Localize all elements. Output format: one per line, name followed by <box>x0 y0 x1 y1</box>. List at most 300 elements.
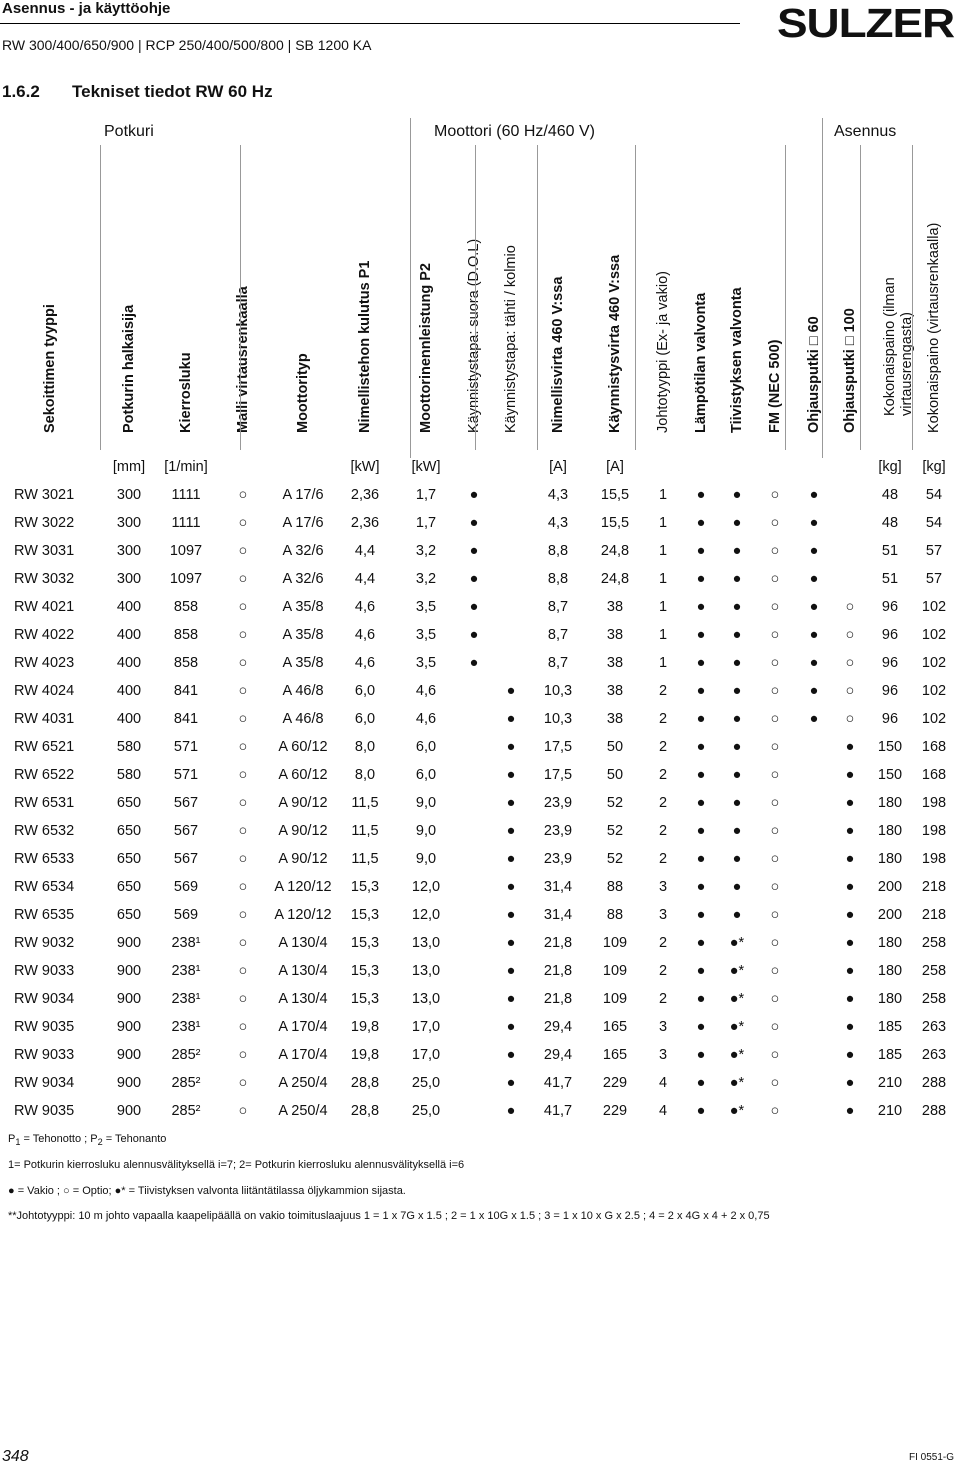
table-cell: ● <box>696 767 706 783</box>
table-cell: A 90/12 <box>278 795 328 811</box>
table-cell: ○ <box>238 739 248 755</box>
table-cell: 29,4 <box>543 1019 573 1035</box>
table-row <box>0 957 956 985</box>
table-cell: 23,9 <box>543 795 573 811</box>
table-cell: ●* <box>729 1047 745 1063</box>
table-cell: 569 <box>173 879 199 895</box>
table-cell: RW 9033 <box>14 1047 75 1063</box>
table-cell <box>492 565 530 593</box>
table-cell: ○ <box>770 1075 780 1091</box>
table-cell: ● <box>696 711 706 727</box>
table-cell: 15,5 <box>600 515 630 531</box>
table-cell: A 60/12 <box>278 767 328 783</box>
section-number: 1.6.2 <box>2 82 40 101</box>
table-cell: 180 <box>877 991 903 1007</box>
table-cell: 1 <box>658 515 668 531</box>
table-cell <box>456 1097 492 1125</box>
table-cell: ○ <box>770 627 780 643</box>
column-divider <box>860 145 861 450</box>
table-cell: 54 <box>925 515 943 531</box>
table-cell <box>796 873 832 901</box>
table-cell: A 130/4 <box>278 991 328 1007</box>
table-cell <box>456 705 492 733</box>
table-cell: 8,7 <box>547 599 569 615</box>
table-cell <box>456 761 492 789</box>
table-cell: ● <box>696 907 706 923</box>
table-cell: 2 <box>658 991 668 1007</box>
table-cell: 2 <box>658 795 668 811</box>
table-cell: ○ <box>770 935 780 951</box>
table-cell: ○ <box>845 683 855 699</box>
table-cell: 3 <box>658 1019 668 1035</box>
table-cell: 4,6 <box>354 599 376 615</box>
table-row <box>0 649 956 677</box>
sulzer-logo: SULZER <box>777 0 954 46</box>
table-cell: 650 <box>116 851 142 867</box>
table-cell: ● <box>732 907 742 923</box>
table-cell <box>796 817 832 845</box>
table-cell: ● <box>506 1047 516 1063</box>
column-header-label: Lämpötilan valvonta <box>693 292 709 433</box>
column-header-label: Käynnistysvirta 460 V:ssa <box>607 254 623 433</box>
group-potkuri: Potkuri <box>104 123 154 140</box>
table-cell: [A] <box>606 459 624 475</box>
table-cell: ○ <box>238 823 248 839</box>
table-cell: 11,5 <box>351 795 379 811</box>
table-cell: 52 <box>606 851 624 867</box>
table-cell: 210 <box>877 1075 903 1091</box>
table-cell: 24,8 <box>600 543 630 559</box>
table-cell: ○ <box>238 487 248 503</box>
table-cell <box>492 537 530 565</box>
table-cell: ○ <box>238 515 248 531</box>
table-cell: ○ <box>770 655 780 671</box>
table-cell: A 90/12 <box>278 851 328 867</box>
table-cell: 168 <box>921 739 947 755</box>
table-cell: 165 <box>602 1019 628 1035</box>
column-header-12 <box>682 145 720 450</box>
table-cell: 180 <box>877 823 903 839</box>
table-cell <box>456 1041 492 1069</box>
table-cell: RW 6534 <box>14 879 75 895</box>
table-cell: 12,0 <box>411 907 441 923</box>
table-cell: ● <box>845 1019 855 1035</box>
table-cell: ○ <box>238 851 248 867</box>
table-cell: 400 <box>116 655 142 671</box>
table-cell: ○ <box>238 627 248 643</box>
table-cell: A 250/4 <box>278 1075 328 1091</box>
table-cell: A 120/12 <box>274 907 332 923</box>
table-cell: ●* <box>729 1019 745 1035</box>
table-cell: 285² <box>171 1075 201 1091</box>
table-row <box>0 789 956 817</box>
table-cell: 109 <box>602 991 628 1007</box>
table-cell: ● <box>506 767 516 783</box>
table-cell: 109 <box>602 963 628 979</box>
table-cell: 8,0 <box>354 767 376 783</box>
table-cell: RW 3032 <box>14 571 75 587</box>
table-cell <box>492 649 530 677</box>
table-cell: ○ <box>238 1047 248 1063</box>
table-cell: 900 <box>116 1047 142 1063</box>
table-cell: ○ <box>238 571 248 587</box>
table-cell: 2 <box>658 823 668 839</box>
table-cell: 102 <box>921 599 947 615</box>
table-cell: ● <box>732 823 742 839</box>
spec-table <box>0 453 956 1125</box>
table-row <box>0 901 956 929</box>
table-cell: 15,3 <box>350 963 380 979</box>
table-cell: ● <box>845 851 855 867</box>
table-cell: 2 <box>658 683 668 699</box>
table-cell: ● <box>506 739 516 755</box>
table-cell: ○ <box>845 599 855 615</box>
column-header-13 <box>720 145 754 450</box>
table-row <box>0 761 956 789</box>
column-header-11 <box>644 145 682 450</box>
table-cell <box>492 593 530 621</box>
table-cell: 21,8 <box>543 963 573 979</box>
table-cell: RW 6522 <box>14 767 75 783</box>
table-row <box>0 509 956 537</box>
table-cell: 15,3 <box>350 935 380 951</box>
table-cell: ● <box>809 711 819 727</box>
table-cell: ● <box>809 627 819 643</box>
table-cell: 3,5 <box>415 627 437 643</box>
table-cell: 400 <box>116 711 142 727</box>
table-cell: ○ <box>238 1075 248 1091</box>
table-cell <box>456 1069 492 1097</box>
table-cell: 258 <box>921 963 947 979</box>
table-row <box>0 593 956 621</box>
table-cell: 650 <box>116 907 142 923</box>
table-cell: 300 <box>116 571 142 587</box>
table-cell: A 250/4 <box>278 1103 328 1119</box>
table-cell: 180 <box>877 851 903 867</box>
table-cell: ● <box>696 1047 706 1063</box>
table-cell: 96 <box>881 627 899 643</box>
column-divider <box>635 145 636 450</box>
column-header-label: Potkurin halkaisija <box>121 304 137 433</box>
table-cell: A 46/8 <box>282 711 324 727</box>
table-cell: 17,0 <box>411 1047 441 1063</box>
table-cell: 185 <box>877 1047 903 1063</box>
table-cell: ○ <box>238 795 248 811</box>
table-cell: 52 <box>606 823 624 839</box>
table-cell: 38 <box>606 627 624 643</box>
table-cell: ● <box>696 851 706 867</box>
table-cell <box>456 985 492 1013</box>
table-cell: ●* <box>729 1103 745 1119</box>
table-cell <box>456 733 492 761</box>
table-cell: 38 <box>606 683 624 699</box>
table-cell: 198 <box>921 823 947 839</box>
table-cell: A 120/12 <box>274 879 332 895</box>
table-cell: ● <box>845 1047 855 1063</box>
table-cell: ● <box>845 767 855 783</box>
table-cell <box>796 1069 832 1097</box>
table-cell: ○ <box>770 543 780 559</box>
table-cell <box>796 845 832 873</box>
table-cell: A 17/6 <box>282 487 324 503</box>
table-cell: ● <box>506 711 516 727</box>
table-cell: A 130/4 <box>278 963 328 979</box>
table-cell: [mm] <box>112 459 146 475</box>
table-cell: 2 <box>658 711 668 727</box>
table-cell <box>272 453 334 481</box>
table-cell: 8,0 <box>354 739 376 755</box>
table-cell: 1,7 <box>415 487 437 503</box>
table-cell: ● <box>732 515 742 531</box>
table-row <box>0 733 956 761</box>
table-cell: ● <box>809 515 819 531</box>
table-cell: 1111 <box>171 487 201 503</box>
table-cell: 1 <box>658 543 668 559</box>
table-cell: ○ <box>770 711 780 727</box>
table-cell: 51 <box>881 543 899 559</box>
table-cell: 4,3 <box>547 487 569 503</box>
table-cell: ● <box>696 935 706 951</box>
table-cell: 3 <box>658 879 668 895</box>
table-cell: 12,0 <box>411 879 441 895</box>
table-cell: 2 <box>658 739 668 755</box>
table-cell: 1 <box>658 599 668 615</box>
table-cell: ○ <box>845 627 855 643</box>
table-cell: [kW] <box>411 459 441 475</box>
table-cell: A 130/4 <box>278 935 328 951</box>
table-cell: 150 <box>877 739 903 755</box>
table-cell: ○ <box>770 487 780 503</box>
table-cell: 8,8 <box>547 571 569 587</box>
table-cell: 1,7 <box>415 515 437 531</box>
table-cell: 238¹ <box>171 935 201 951</box>
table-row <box>0 1013 956 1041</box>
table-cell: ● <box>469 655 479 671</box>
table-row <box>0 677 956 705</box>
table-cell <box>832 565 868 593</box>
table-cell <box>456 1013 492 1041</box>
table-cell: ● <box>506 991 516 1007</box>
table-cell: 180 <box>877 935 903 951</box>
table-cell: 6,0 <box>415 767 437 783</box>
table-cell: 3,5 <box>415 599 437 615</box>
table-cell: ● <box>469 487 479 503</box>
table-cell: 11,5 <box>351 851 379 867</box>
table-cell: 258 <box>921 991 947 1007</box>
page-number: 348 <box>2 1448 29 1465</box>
table-cell: ○ <box>238 655 248 671</box>
table-cell: 238¹ <box>171 1019 201 1035</box>
table-cell: 52 <box>606 795 624 811</box>
table-cell: 6,0 <box>415 739 437 755</box>
table-cell: A 170/4 <box>278 1047 328 1063</box>
table-cell: 11,5 <box>351 823 379 839</box>
table-cell: RW 3022 <box>14 515 75 531</box>
table-cell: 263 <box>921 1019 947 1035</box>
table-cell <box>796 1041 832 1069</box>
table-row <box>0 845 956 873</box>
table-cell: 23,9 <box>543 851 573 867</box>
table-cell: ○ <box>845 655 855 671</box>
table-cell <box>492 509 530 537</box>
table-cell: ○ <box>238 711 248 727</box>
table-cell: ● <box>732 571 742 587</box>
table-cell: ○ <box>770 991 780 1007</box>
table-cell: RW 4023 <box>14 655 75 671</box>
table-cell: 4 <box>658 1075 668 1091</box>
section-title: Tekniset tiedot RW 60 Hz <box>72 82 273 101</box>
table-cell <box>796 985 832 1013</box>
table-cell: 300 <box>116 515 142 531</box>
table-cell: 9,0 <box>415 823 437 839</box>
table-cell: 38 <box>606 599 624 615</box>
table-cell <box>796 1013 832 1041</box>
table-cell: RW 9035 <box>14 1103 75 1119</box>
table-cell: ● <box>696 683 706 699</box>
column-header-17 <box>868 145 915 450</box>
table-cell <box>0 453 100 481</box>
table-cell: [kW] <box>350 459 380 475</box>
table-cell: RW 9035 <box>14 1019 75 1035</box>
table-cell: 48 <box>881 487 899 503</box>
table-row <box>0 1097 956 1125</box>
table-cell: 19,8 <box>350 1019 380 1035</box>
table-cell <box>456 845 492 873</box>
table-cell: RW 6533 <box>14 851 75 867</box>
table-cell: RW 3021 <box>14 487 75 503</box>
table-cell: 4,4 <box>354 571 376 587</box>
table-cell: 1097 <box>169 543 203 559</box>
table-cell: ● <box>732 487 742 503</box>
table-cell: ● <box>696 795 706 811</box>
table-cell: ○ <box>238 907 248 923</box>
table-cell: 229 <box>602 1075 628 1091</box>
table-row <box>0 705 956 733</box>
table-cell: 31,4 <box>543 907 573 923</box>
table-cell: 102 <box>921 683 947 699</box>
table-cell: ○ <box>770 739 780 755</box>
column-header-16 <box>832 145 868 450</box>
column-header-label: Ohjausputki □ 60 <box>806 316 822 433</box>
table-cell: ● <box>696 627 706 643</box>
table-cell: 168 <box>921 767 947 783</box>
table-cell: ● <box>469 515 479 531</box>
table-cell: 218 <box>921 879 947 895</box>
table-cell: ● <box>845 907 855 923</box>
table-cell <box>796 761 832 789</box>
column-header-label: Käynnistystapa: tähti / kolmio <box>503 245 519 433</box>
table-cell: 4,6 <box>415 683 437 699</box>
table-cell: 150 <box>877 767 903 783</box>
table-row <box>0 537 956 565</box>
table-cell: 858 <box>173 627 199 643</box>
column-divider <box>100 145 101 450</box>
table-cell: 841 <box>173 711 199 727</box>
table-cell: 31,4 <box>543 879 573 895</box>
table-cell: 571 <box>173 739 199 755</box>
table-cell: 650 <box>116 823 142 839</box>
column-header-label: Moottorityp <box>295 353 311 433</box>
table-cell: ● <box>696 1019 706 1035</box>
table-cell: ● <box>506 963 516 979</box>
table-cell <box>796 957 832 985</box>
group-moottori: Moottori (60 Hz/460 V) <box>434 123 595 140</box>
table-cell: ○ <box>238 599 248 615</box>
column-divider <box>240 145 241 450</box>
table-cell: RW 4021 <box>14 599 75 615</box>
table-cell: 8,8 <box>547 543 569 559</box>
table-cell: 200 <box>877 879 903 895</box>
table-cell: ● <box>506 907 516 923</box>
column-header-label: Sekoittimen tyyppi <box>42 304 58 433</box>
table-cell: 900 <box>116 991 142 1007</box>
table-cell: 3 <box>658 1047 668 1063</box>
table-cell: ● <box>506 683 516 699</box>
column-divider <box>822 118 823 458</box>
table-cell: 1 <box>658 627 668 643</box>
note-gear-ratio: 1= Potkurin kierrosluku alennusvälityksellä i=7; 2= Potkurin kierrosluku alennusvälityksellä i=6 <box>8 1159 465 1171</box>
table-cell: ○ <box>770 879 780 895</box>
table-row <box>0 1041 956 1069</box>
table-cell: ○ <box>770 823 780 839</box>
table-cell: 15,5 <box>600 487 630 503</box>
table-cell: 4,3 <box>547 515 569 531</box>
table-cell: A 35/8 <box>282 627 324 643</box>
column-divider <box>410 118 411 458</box>
table-cell: 8,7 <box>547 627 569 643</box>
table-cell: 900 <box>116 1103 142 1119</box>
table-cell: [1/min] <box>164 459 208 475</box>
table-cell: ● <box>506 851 516 867</box>
table-row <box>0 985 956 1013</box>
table-cell: 102 <box>921 711 947 727</box>
table-cell: [kg] <box>878 459 902 475</box>
table-row <box>0 1069 956 1097</box>
column-header-label: Moottorinennleistung P2 <box>418 263 434 433</box>
table-cell: 9,0 <box>415 851 437 867</box>
table-cell: ● <box>506 823 516 839</box>
table-cell <box>456 901 492 929</box>
table-cell: 41,7 <box>543 1103 573 1119</box>
table-cell: 900 <box>116 1075 142 1091</box>
column-header-0 <box>0 145 100 450</box>
column-header-label: Nimellistehon kulutus P1 <box>357 260 373 433</box>
table-cell: ● <box>809 655 819 671</box>
table-cell: A 32/6 <box>282 543 324 559</box>
table-cell: A 90/12 <box>278 823 328 839</box>
table-cell: 10,3 <box>543 711 573 727</box>
table-cell: ○ <box>238 879 248 895</box>
table-cell: ○ <box>238 935 248 951</box>
table-row <box>0 565 956 593</box>
table-cell: 288 <box>921 1075 947 1091</box>
table-cell <box>832 537 868 565</box>
table-cell: 4,6 <box>415 711 437 727</box>
table-cell: 1 <box>658 655 668 671</box>
table-cell: 57 <box>925 543 943 559</box>
column-header-8 <box>492 145 530 450</box>
table-cell: 841 <box>173 683 199 699</box>
table-cell: 650 <box>116 795 142 811</box>
table-cell: ● <box>845 879 855 895</box>
table-cell: 650 <box>116 879 142 895</box>
table-cell: 180 <box>877 963 903 979</box>
table-cell: ● <box>696 487 706 503</box>
table-cell: ○ <box>770 907 780 923</box>
table-cell: ● <box>809 543 819 559</box>
table-cell: 900 <box>116 935 142 951</box>
table-cell: RW 9032 <box>14 935 75 951</box>
